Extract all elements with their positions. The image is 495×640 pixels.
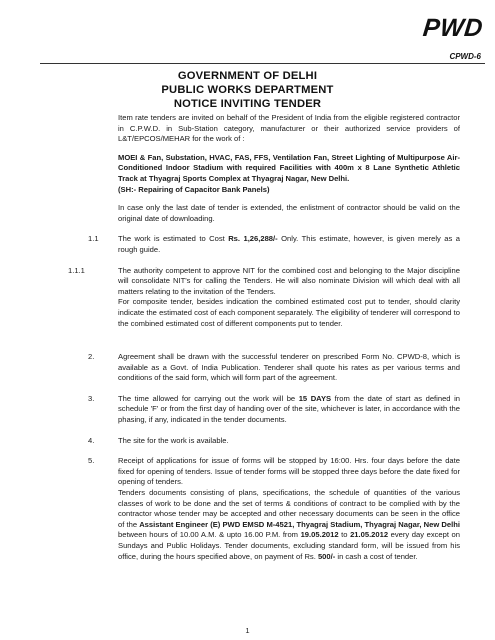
date-to: 21.05.2012 bbox=[350, 530, 389, 540]
page-number: 1 bbox=[245, 626, 250, 635]
clause-number: 3. bbox=[88, 393, 95, 403]
work-subhead: (SH:- Repairing of Capacitor Bank Panels) bbox=[118, 184, 270, 194]
extension-note: In case only the last date of tender is extended, the enlistment of contractor should be valid on the original date of downloading. bbox=[118, 203, 460, 223]
office-address: Assistant Engineer (E) PWD EMSD M-4521, Thyagraj Stadium, Thyagraj Nagar, New Delhi bbox=[139, 519, 460, 529]
clause-number: 1.1.1 bbox=[68, 265, 85, 275]
clause-number: 1.1 bbox=[88, 234, 99, 244]
clause-number: 2. bbox=[88, 352, 95, 362]
clause-4: 4. The site for the work is available. bbox=[88, 435, 229, 445]
clause-2: 2. Agreement shall be drawn with the successful tenderer on prescribed Form No. CPWD-8, which is available as a Govt. of India Publication. Tenderer shall quote his rates as per various terms and conditions of the said form, which will form part of the agreement. bbox=[88, 352, 460, 383]
form-reference: CPWD-6 bbox=[449, 52, 481, 61]
tender-fee: 500/- bbox=[317, 551, 336, 561]
estimated-cost: Rs. 1,26,288/- bbox=[228, 234, 278, 244]
clause-number: 4. bbox=[88, 435, 95, 445]
title-notice: NOTICE INVITING TENDER bbox=[173, 98, 322, 110]
pwd-logo: PWD bbox=[421, 14, 485, 42]
document-titles bbox=[0, 69, 495, 111]
date-from: 19.05.2012 bbox=[300, 530, 339, 540]
time-allowed: 15 DAYS bbox=[298, 393, 332, 403]
document-body bbox=[0, 113, 495, 562]
title-department: PUBLIC WORKS DEPARTMENT bbox=[161, 84, 334, 96]
title-government: GOVERNMENT OF DELHI bbox=[177, 70, 318, 82]
clause-3: 3. The time allowed for carrying out the work will be 15 DAYS from the date of start as defined in schedule 'F' or from the first day of handing over of the site, whichever is later, in accordance with the phasing, if any, indicated in the tender documents. bbox=[88, 393, 460, 425]
clause-number: 5. bbox=[88, 456, 95, 466]
work-name-text: MOEI & Fan, Substation, HVAC, FAS, FFS, Ventilation Fan, Street Lighting of Multipurpose Air-Conditioned Indoor Stadium with required Facilities with 400m x 8 Lane Synthetic Athletic Track at Thyagraj Sports Complex at Thyagraj Nagar, New Delhi. bbox=[118, 152, 460, 183]
clause-5: 5. Receipt of applications for issue of forms will be stopped by 16:00. Hrs. four days before the date fixed for opening of tenders. Issue of tender forms will be stopped three days before the date fixed for opening of tenders. Tenders documents consisting of plans, specifications, the schedule of quantities of the various classes of work to be done and the set of terms & conditions of contract to be complied with by the contractor whose tender may be accepted and other necessary documents can be seen in the office of the Assistant Engineer (E) PWD EMSD M-4521, Thyagraj Stadium, Thyagraj Nagar, New Delhi between hours of 10.00 A.M. & upto 16.00 P.M. from 19.05.2012 to 21.05.2012 every day except on Sundays and Public Holidays. Tender documents, excluding standard form, will be issued from his office, during the hours specified above, on payment of Rs. 500/- in cash a cost of tender. bbox=[88, 456, 460, 561]
clause-1-1-1: 1.1.1 The authority competent to approve NIT for the combined cost and belonging to the Major discipline will consolidate NIT's for calling the Tenders. He will also nominate Division will which deal with all matters relating to the invitation of the Tenders. For composite tender, besides indication the combined estimated cost put to tender, should clarity indicate the estimated cost of each component separately. The eligibility of tenderer will correspond to the combined estimated cost of different components put to tender. bbox=[68, 265, 460, 328]
work-name bbox=[0, 153, 495, 195]
clause-1-1: 1.1 The work is estimated to Cost Rs. 1,26,288/- Only. This estimate, however, is given merely as a rough guide. bbox=[88, 234, 460, 254]
header-rule bbox=[40, 63, 485, 64]
intro-paragraph: Item rate tenders are invited on behalf of the President of India from the eligible registered contractor in C.P.W.D. in Sub-Station category, manufacturer or their authorized service providers of L&T/EPCOS/MEHAR for the work of : bbox=[118, 113, 460, 144]
